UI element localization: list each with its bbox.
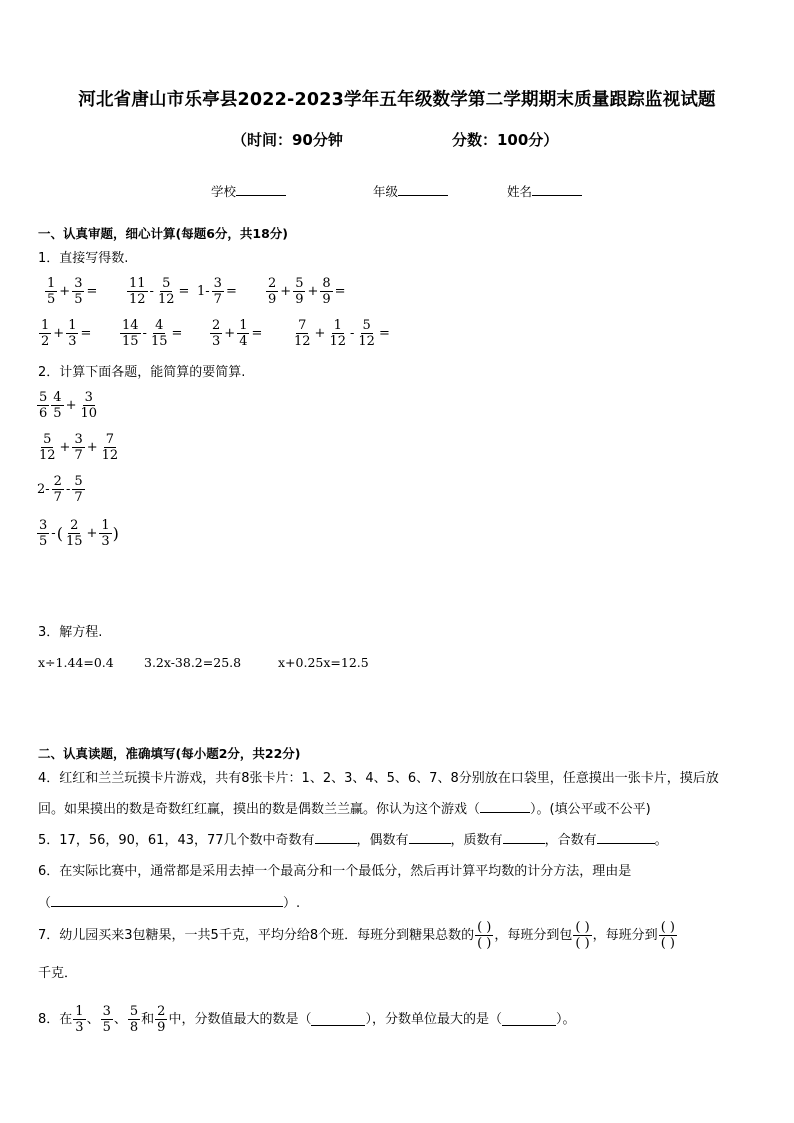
q1-expr-6[interactable] (119, 318, 183, 349)
q5-composite-blank[interactable] (597, 831, 655, 844)
denominator: 6 (39, 406, 48, 421)
fraction (78, 390, 99, 421)
fraction (64, 518, 85, 549)
operator: - (51, 526, 56, 541)
numerator: 1 (68, 318, 77, 333)
denominator: 12 (294, 334, 311, 349)
numerator: 2 (53, 474, 62, 489)
section1-heading: 一、认真审题，细心计算(每题6分，共18分) (38, 226, 289, 241)
q7-blank-fraction-3[interactable] (659, 920, 677, 951)
operator: + (53, 326, 65, 341)
q7-blank-fraction-1[interactable] (475, 920, 493, 951)
grade-label: 年级 (373, 184, 399, 199)
operator: = (171, 326, 183, 341)
q7-line-2: 千克． (38, 966, 78, 981)
operator: + (280, 284, 292, 299)
fraction (51, 390, 63, 421)
fraction (212, 276, 224, 307)
q5-prime-blank[interactable] (503, 831, 545, 844)
text-segment: ，质数有 (450, 833, 503, 848)
operator: = (86, 284, 98, 299)
operator: ) (112, 524, 119, 543)
text-segment: ，每班分到包 (494, 927, 573, 943)
text-segment: 中，分数值最大的数是（ (168, 1011, 312, 1027)
denominator: 5 (53, 406, 62, 421)
denominator: 2 (41, 334, 50, 349)
q1-expr-3[interactable] (196, 276, 238, 307)
denominator: ( ) (660, 936, 675, 951)
denominator: 3 (68, 334, 77, 349)
denominator: 9 (157, 1020, 166, 1035)
q4-line-1: 4．红红和兰兰玩摸卡片游戏，共有8张卡片：1、2、3、4、5、6、7、8分别放在口袋里，任意摸出一张卡片，摸后放 (38, 771, 719, 786)
denominator: 7 (53, 490, 62, 505)
numerator: 5 (362, 318, 371, 333)
numerator: 8 (322, 276, 331, 291)
text-segment: ）。 (555, 1011, 576, 1027)
denominator: 9 (268, 292, 277, 307)
q6-line-1: 6．在实际比赛中，通常都是采用去掉一个最高分和一个最低分，然后再计算平均数的计分方法，理由是 (38, 864, 632, 879)
numerator: 5 (43, 432, 52, 447)
denominator: 12 (358, 334, 375, 349)
denominator: 12 (39, 448, 56, 463)
denominator: 15 (150, 334, 168, 349)
operator: + (314, 326, 326, 341)
q7-line-1 (38, 920, 678, 951)
operator: = (251, 326, 263, 341)
operator: ( (56, 524, 63, 543)
fraction (293, 276, 305, 307)
equation-1[interactable]: x÷1.44=0.4 (38, 655, 114, 670)
fraction (127, 276, 148, 307)
denominator: 12 (329, 334, 346, 349)
q4-answer-blank[interactable] (480, 800, 530, 813)
denominator: 4 (239, 334, 248, 349)
grade-field[interactable] (373, 182, 448, 200)
denominator: 5 (102, 1020, 111, 1035)
q8-unit-blank[interactable] (502, 1013, 556, 1026)
fraction (100, 432, 121, 463)
denominator: 3 (212, 334, 221, 349)
numerator: ( ) (575, 920, 590, 935)
operator: + (59, 440, 71, 455)
numerator: 3 (74, 276, 83, 291)
text-segment: 、 (113, 1011, 127, 1027)
fraction (327, 318, 348, 349)
denominator: 7 (74, 448, 83, 463)
operator: + (65, 398, 77, 413)
q6-answer-blank[interactable] (51, 894, 283, 907)
denominator: 7 (74, 490, 83, 505)
school-field[interactable] (211, 182, 286, 200)
fraction (101, 1004, 113, 1035)
q2-expr-1[interactable] (36, 390, 100, 421)
text-segment: （ (38, 896, 52, 911)
denominator: 3 (75, 1020, 84, 1035)
text-segment: 8．在 (38, 1011, 73, 1027)
fraction (72, 432, 84, 463)
operator: - (149, 284, 154, 299)
q3-title: 3．解方程. (38, 625, 103, 640)
numerator: 3 (213, 276, 222, 291)
q1-expr-4[interactable] (265, 276, 347, 307)
numerator: ( ) (477, 920, 492, 935)
text-segment: 、 (86, 1011, 100, 1027)
denominator: 12 (157, 292, 175, 307)
text-segment: ，偶数有 (356, 833, 409, 848)
numerator: 3 (39, 518, 48, 533)
operator: 1- (197, 284, 210, 299)
numerator: 2 (157, 1004, 166, 1019)
numerator: 2 (212, 318, 221, 333)
operator: = (80, 326, 92, 341)
operator: + (224, 326, 236, 341)
numerator: 5 (74, 474, 83, 489)
fraction (210, 318, 222, 349)
q1-expr-2[interactable] (126, 276, 190, 307)
numerator: 1 (41, 318, 50, 333)
q1-expr-5[interactable] (38, 318, 92, 349)
denominator: 10 (80, 406, 98, 421)
fraction (120, 318, 141, 349)
text-segment: 5．17，56，90，61，43，77几个数中奇数有 (38, 833, 315, 848)
q8-largest-blank[interactable] (311, 1013, 365, 1026)
fraction (73, 1004, 85, 1035)
operator: + (307, 284, 319, 299)
fraction (45, 276, 57, 307)
numerator: 4 (53, 390, 62, 405)
operator: = (225, 284, 237, 299)
q1-expr-8[interactable] (291, 318, 391, 349)
q7-blank-fraction-2[interactable] (573, 920, 591, 951)
q5-even-blank[interactable] (409, 831, 451, 844)
denominator: 9 (295, 292, 304, 307)
numerator: 11 (129, 276, 146, 291)
fraction (266, 276, 278, 307)
text-segment: 回。如果摸出的数是奇数红红赢，摸出的数是偶数兰兰赢。你认为这个游戏（ (38, 802, 481, 817)
grade-blank[interactable] (398, 183, 448, 196)
fraction (72, 474, 84, 505)
fraction (128, 1004, 140, 1035)
operator: = (334, 284, 346, 299)
q4-line-2 (38, 800, 651, 819)
operator: = (378, 326, 390, 341)
denominator: 12 (129, 292, 146, 307)
numerator: 3 (84, 390, 93, 405)
denominator: 15 (122, 334, 139, 349)
q6-line-2 (38, 894, 300, 913)
fraction (66, 318, 78, 349)
section2-heading: 二、认真读题，准确填写(每小题2分，共22分) (38, 746, 301, 761)
numerator: 5 (162, 276, 171, 291)
operator: - (350, 326, 355, 341)
fraction (52, 474, 64, 505)
text-segment: ），分数单位最大的是（ (365, 1011, 502, 1027)
denominator: 5 (47, 292, 56, 307)
fraction (37, 390, 49, 421)
text-segment: ）. (283, 896, 301, 911)
denominator: 9 (322, 292, 331, 307)
denominator: 8 (129, 1020, 139, 1035)
denominator: 7 (213, 292, 222, 307)
exam-score: 分数：100分） (452, 131, 559, 149)
exam-time: （时间：90分钟 (232, 131, 343, 149)
denominator: 5 (39, 534, 48, 549)
q5 (38, 831, 668, 850)
fraction (356, 318, 377, 349)
numerator: 5 (39, 390, 48, 405)
text-segment: 和 (141, 1011, 155, 1027)
text-segment: ，合数有 (544, 833, 597, 848)
text-segment: 。 (654, 833, 668, 848)
q2-title: 2．计算下面各题，能简算的要简算. (38, 365, 246, 380)
numerator: 4 (155, 318, 164, 333)
name-field[interactable] (507, 182, 582, 200)
text-segment: ，每班分到 (592, 927, 658, 943)
page-title: 河北省唐山市乐亭县2022-2023学年五年级数学第二学期期末质量跟踪监视试题 (78, 90, 716, 110)
fraction (149, 318, 170, 349)
numerator: 14 (122, 318, 139, 333)
q1-expr-1[interactable] (44, 276, 98, 307)
numerator: 7 (105, 432, 115, 447)
fraction (37, 518, 49, 549)
fraction (39, 318, 51, 349)
name-blank[interactable] (532, 183, 582, 196)
operator: = (178, 284, 190, 299)
denominator: 12 (101, 448, 119, 463)
numerator: 3 (102, 1004, 111, 1019)
denominator: 3 (101, 534, 110, 549)
fraction (156, 276, 177, 307)
operator: + (59, 284, 71, 299)
numerator: 1 (101, 518, 110, 533)
operator: - (65, 482, 71, 497)
numerator: 5 (129, 1004, 139, 1019)
text-segment: 7．幼儿园买来3包糖果，一共5千克，平均分给8个班．每班分到糖果总数的 (38, 927, 475, 943)
numerator: 1 (75, 1004, 84, 1019)
fraction (320, 276, 332, 307)
q1-title: 1．直接写得数. (38, 251, 129, 266)
operator: + (86, 526, 98, 541)
denominator: ( ) (477, 936, 492, 951)
operator: - (142, 326, 147, 341)
school-label: 学校 (211, 184, 237, 199)
q2-expr-2[interactable] (36, 432, 121, 463)
numerator: 1 (239, 318, 248, 333)
equation-3[interactable]: x+0.25x=12.5 (278, 655, 369, 670)
numerator: ( ) (660, 920, 675, 935)
fraction (292, 318, 313, 349)
numerator: 2 (268, 276, 277, 291)
text-segment: ）。(填公平或不公平) (530, 802, 651, 817)
numerator: 2 (70, 518, 79, 533)
numerator: 1 (333, 318, 342, 333)
q8 (38, 1004, 576, 1035)
fraction (155, 1004, 167, 1035)
q5-odd-blank[interactable] (315, 831, 357, 844)
fraction (37, 432, 58, 463)
fraction (72, 276, 84, 307)
operator: 2- (37, 482, 50, 497)
q1-expr-7[interactable] (209, 318, 263, 349)
q2-expr-4[interactable] (36, 518, 119, 549)
name-label: 姓名 (507, 184, 533, 199)
q2-expr-3[interactable] (36, 474, 86, 505)
equation-2[interactable]: 3.2x-38.2=25.8 (144, 655, 242, 670)
numerator: 3 (74, 432, 83, 447)
fraction (237, 318, 249, 349)
school-blank[interactable] (236, 183, 286, 196)
numerator: 5 (295, 276, 304, 291)
denominator: ( ) (575, 936, 590, 951)
numerator: 7 (298, 318, 307, 333)
denominator: 5 (74, 292, 83, 307)
operator: + (86, 440, 98, 455)
fraction (99, 518, 111, 549)
numerator: 1 (47, 276, 56, 291)
denominator: 15 (65, 534, 83, 549)
